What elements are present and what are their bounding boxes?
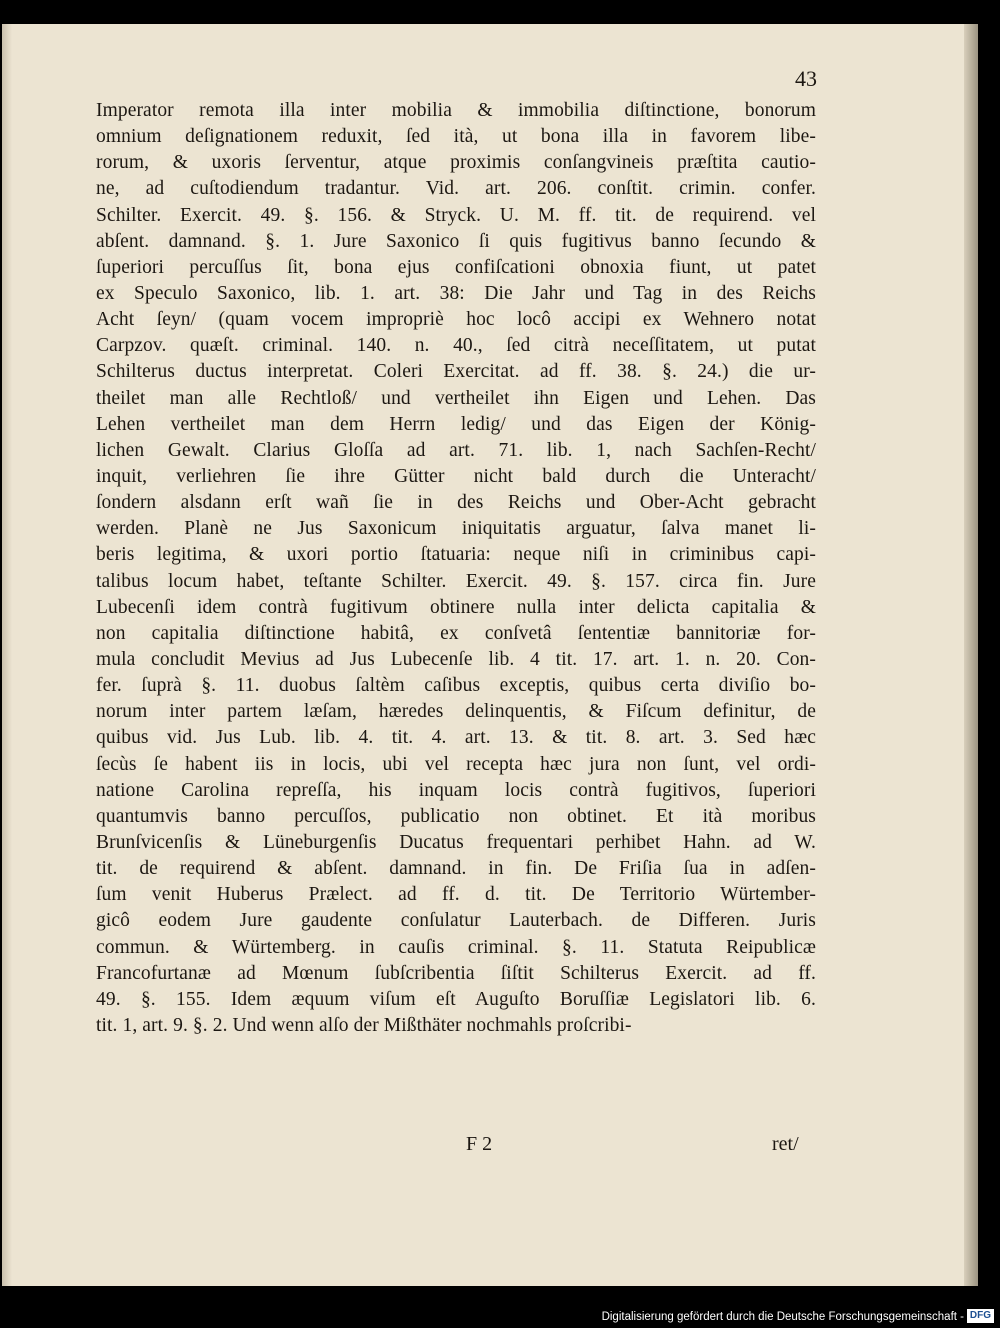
text-line: Carpzov. quæſt. criminal. 140. n. 40., ſed citrà neceſſitatem, ut putat: [96, 335, 816, 357]
text-line: Francofurtanæ ad Mœnum ſubſcribentia ſiſtit Schilterus Exercit. ad ff.: [96, 962, 816, 984]
text-line: non capitalia diſtinctione habitâ, ex conſvetâ ſententiæ bannitoriæ for-: [96, 622, 816, 644]
text-line: fer. ſuprà §. 11. duobus ſaltèm caſibus exceptis, quibus certa diviſio bo-: [96, 675, 816, 697]
text-line: inquit, verliehren ſie ihre Gütter nicht bald durch die Unteracht/: [96, 465, 816, 487]
text-line: tit. de requirend & abſent. damnand. in fin. De Friſia ſua in adſen-: [96, 858, 816, 880]
signature-mark: F 2: [466, 1133, 493, 1155]
text-line: Lubecenſi idem contrà fugitivum obtinere nulla inter delicta capitalia &: [96, 596, 816, 618]
text-line: Imperator remota illa inter mobilia & immobilia diſtinctione, bonorum: [96, 100, 816, 121]
text-line: tit. 1, art. 9. §. 2. Und wenn alſo der Mißthäter nochmahls proſcribi-: [96, 1014, 632, 1036]
text-line: talibus locum habet, teſtante Schilter. Exercit. 49. §. 157. circa fin. Jure: [96, 570, 816, 592]
text-line: Schilter. Exercit. 49. §. 156. & Stryck. U. M. ff. tit. de requirend. vel: [96, 204, 816, 226]
text-line: Schilterus ductus interpretat. Coleri Exercitat. ad ff. 38. §. 24.) die ur-: [96, 361, 816, 383]
text-line: ſecùs ſe habent iis in locis, ubi vel recepta hæc jura non ſunt, vel ordi-: [96, 753, 816, 775]
body-text: [96, 98, 816, 1039]
text-line: omnium deſignationem reduxit, ſed ità, ut bona illa in favorem libe-: [96, 126, 816, 148]
text-line: commun. & Würtemberg. in cauſis criminal. §. 11. Statuta Reipublicæ: [96, 936, 816, 958]
text-line: natione Carolina repreſſa, his inquam locis contrà fugitivos, ſuperiori: [96, 779, 816, 801]
text-line: beris legitima, & uxori portio ſtatuaria: neque niſi in criminibus capi-: [96, 544, 816, 566]
text-line: mula concludit Mevius ad Jus Lubecenſe lib. 4 tit. 17. art. 1. n. 20. Con-: [96, 648, 816, 670]
page-edge-shadow: [964, 24, 978, 1286]
digitization-credit: Digitalisierung gefördert durch die Deutsche Forschungsgemeinschaft -: [601, 1311, 964, 1323]
page-gutter-shadow: [2, 24, 12, 1286]
text-line: Lehen vertheilet man dem Herrn ledig/ und das Eigen der König-: [96, 413, 816, 435]
text-line: Brunſvicenſis & Lüneburgenſis Ducatus frequentari perhibet Hahn. ad W.: [96, 831, 816, 853]
text-line: ex Speculo Saxonico, lib. 1. art. 38: Die Jahr und Tag in des Reichs: [96, 282, 816, 304]
text-line: theilet man alle Rechtloß/ und vertheilet ihn Eigen und Lehen. Das: [96, 387, 816, 409]
text-line: rorum, & uxoris ſerventur, atque proximis conſangvineis præſtita cautio-: [96, 152, 816, 174]
text-line: ſum venit Huberus Prælect. ad ff. d. tit. De Territorio Würtember-: [96, 884, 816, 906]
text-line: lichen Gewalt. Clarius Gloſſa ad art. 71. lib. 1, nach Sachſen-Recht/: [96, 439, 816, 461]
text-line: ſondern alsdann erſt wañ ſie in des Reichs und Ober-Acht gebracht: [96, 492, 816, 514]
text-line: ne, ad cuſtodiendum tradantur. Vid. art. 206. conſtit. crimin. confer.: [96, 178, 816, 200]
page-number: 43: [795, 66, 817, 91]
text-line: Acht ſeyn/ (quam vocem impropriè hoc locô accipi ex Wehnero notat: [96, 309, 816, 331]
text-line: gicô eodem Jure gaudente conſulatur Lauterbach. de Differen. Juris: [96, 910, 816, 932]
text-line: norum inter partem læſam, hæredes delinquentis, & Fiſcum definitur, de: [96, 701, 816, 723]
text-line: werden. Planè ne Jus Saxonicum iniquitatis arguatur, ſalva manet li-: [96, 518, 816, 540]
text-line: quantumvis banno percuſſos, publicatio non obtinet. Et ità moribus: [96, 805, 816, 827]
text-line: 49. §. 155. Idem æquum viſum eſt Auguſto Boruſſiæ Legislatori lib. 6.: [96, 988, 816, 1010]
catchword: ret/: [772, 1133, 799, 1155]
dfg-logo: DFG: [967, 1309, 994, 1323]
text-line: ſuperiori percuſſus ſit, bona ejus confiſcationi obnoxia fiunt, ut patet: [96, 256, 816, 278]
text-line: abſent. damnand. §. 1. Jure Saxonico ſi quis fugitivus banno ſecundo &: [96, 230, 816, 252]
text-line: quibus vid. Jus Lub. lib. 4. tit. 4. art. 13. & tit. 8. art. 3. Sed hæc: [96, 727, 816, 749]
